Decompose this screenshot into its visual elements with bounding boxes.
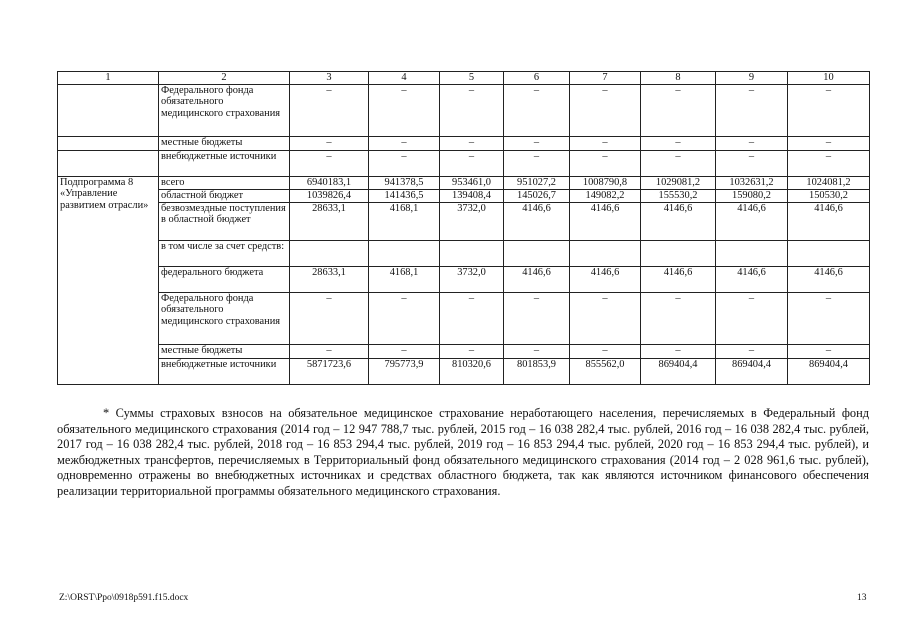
header-cell: 8 bbox=[641, 72, 716, 85]
table-row bbox=[58, 84, 870, 136]
value-cell: – bbox=[641, 344, 716, 358]
value-cell: – bbox=[641, 292, 716, 344]
value-cell: 941378,5 bbox=[369, 176, 440, 189]
value-cell: – bbox=[716, 292, 788, 344]
value-cell: – bbox=[440, 344, 504, 358]
value-cell: 4146,6 bbox=[788, 266, 870, 292]
value-cell: 869404,4 bbox=[641, 358, 716, 384]
value-cell: 6940183,1 bbox=[290, 176, 369, 189]
value-cell: 951027,2 bbox=[504, 176, 570, 189]
source-cell: внебюджетные источники bbox=[159, 150, 290, 176]
header-cell: 1 bbox=[58, 72, 159, 85]
value-cell: 3732,0 bbox=[440, 202, 504, 240]
value-cell: – bbox=[369, 292, 440, 344]
value-cell: 953461,0 bbox=[440, 176, 504, 189]
value-cell: – bbox=[369, 136, 440, 150]
value-cell: 4146,6 bbox=[788, 202, 870, 240]
footnote-text: * Суммы страховых взносов на обязательное медицинское страхование неработающего населения, перечисляемых в Федеральный фонд обязательного медицинского страхования (2014 год – 12 947 788,7 тыс. рублей, 2015 год – 16 038 282,4 тыс. рублей, 2016 год – 16 038 282,4 тыс. рублей, 2017 год – 16 038 282,4 тыс. рублей, 2018 год – 16 853 294,4 тыс. рублей, 2019 год – 16 853 294,4 тыс. рублей, 2020 год – 16 853 294,4 тыс. рублей), и межбюджетных трансфертов, перечисляемых в Территориальный фонд обязательного медицинского страхования (2014 год – 2 028 961,6 тыс. рублей), одновременно отражены во внебюджетных источниках и средствах областного бюджета, так как являются источником финансового обеспечения реализации территориальной программы обязательного медицинского страхования. bbox=[57, 406, 869, 498]
value-cell: – bbox=[504, 344, 570, 358]
source-cell: всего bbox=[159, 176, 290, 189]
value-cell: – bbox=[440, 150, 504, 176]
value-cell bbox=[570, 240, 641, 266]
table-row bbox=[58, 136, 870, 150]
value-cell: – bbox=[570, 84, 641, 136]
value-cell: – bbox=[716, 150, 788, 176]
header-cell: 10 bbox=[788, 72, 870, 85]
table-row bbox=[58, 292, 870, 344]
value-cell: 4146,6 bbox=[716, 266, 788, 292]
value-cell: 145026,7 bbox=[504, 189, 570, 202]
value-cell: – bbox=[788, 344, 870, 358]
value-cell: 1024081,2 bbox=[788, 176, 870, 189]
value-cell: 5871723,6 bbox=[290, 358, 369, 384]
value-cell: 3732,0 bbox=[440, 266, 504, 292]
value-cell bbox=[440, 240, 504, 266]
source-cell: Федерального фонда обязательного медицинского страхования bbox=[159, 292, 290, 344]
value-cell bbox=[369, 240, 440, 266]
table-row bbox=[58, 150, 870, 176]
value-cell: – bbox=[440, 292, 504, 344]
header-cell: 4 bbox=[369, 72, 440, 85]
value-cell: – bbox=[369, 344, 440, 358]
value-cell: 1008790,8 bbox=[570, 176, 641, 189]
source-cell: местные бюджеты bbox=[159, 344, 290, 358]
file-path-footer: Z:\ORST\Ppo\0918p591.f15.docx bbox=[59, 593, 189, 603]
value-cell: 141436,5 bbox=[369, 189, 440, 202]
value-cell: 159080,2 bbox=[716, 189, 788, 202]
value-cell: 795773,9 bbox=[369, 358, 440, 384]
value-cell: – bbox=[716, 136, 788, 150]
value-cell: – bbox=[440, 136, 504, 150]
value-cell: – bbox=[788, 150, 870, 176]
value-cell: 4146,6 bbox=[716, 202, 788, 240]
value-cell: – bbox=[504, 292, 570, 344]
value-cell bbox=[641, 240, 716, 266]
value-cell: – bbox=[290, 292, 369, 344]
value-cell: 28633,1 bbox=[290, 202, 369, 240]
program-cell bbox=[58, 84, 159, 136]
value-cell: – bbox=[290, 84, 369, 136]
table-row bbox=[58, 344, 870, 358]
page-number: 13 bbox=[857, 593, 867, 603]
value-cell: – bbox=[440, 84, 504, 136]
value-cell bbox=[788, 240, 870, 266]
value-cell: – bbox=[290, 136, 369, 150]
value-cell: – bbox=[504, 84, 570, 136]
value-cell: – bbox=[788, 136, 870, 150]
program-cell bbox=[58, 136, 159, 150]
value-cell: 1029081,2 bbox=[641, 176, 716, 189]
source-cell: местные бюджеты bbox=[159, 136, 290, 150]
value-cell: – bbox=[788, 292, 870, 344]
value-cell: 855562,0 bbox=[570, 358, 641, 384]
value-cell bbox=[290, 240, 369, 266]
header-cell: 3 bbox=[290, 72, 369, 85]
value-cell bbox=[504, 240, 570, 266]
table-row bbox=[58, 266, 870, 292]
value-cell: – bbox=[570, 150, 641, 176]
value-cell: – bbox=[369, 84, 440, 136]
value-cell: 139408,4 bbox=[440, 189, 504, 202]
subprogram-title-cell: Подпрограмма 8 «Управление развитием отрасли» bbox=[58, 176, 159, 384]
value-cell: 869404,4 bbox=[716, 358, 788, 384]
value-cell: 869404,4 bbox=[788, 358, 870, 384]
value-cell: 4168,1 bbox=[369, 202, 440, 240]
header-cell: 7 bbox=[570, 72, 641, 85]
value-cell: 4146,6 bbox=[570, 266, 641, 292]
value-cell: 149082,2 bbox=[570, 189, 641, 202]
budget-table bbox=[57, 71, 870, 385]
value-cell: 4146,6 bbox=[504, 202, 570, 240]
value-cell: – bbox=[290, 344, 369, 358]
value-cell: – bbox=[504, 150, 570, 176]
value-cell: – bbox=[716, 344, 788, 358]
value-cell: 1032631,2 bbox=[716, 176, 788, 189]
value-cell: – bbox=[570, 344, 641, 358]
source-cell: Федерального фонда обязательного медицинского страхования bbox=[159, 84, 290, 136]
value-cell: – bbox=[641, 84, 716, 136]
table-row bbox=[58, 240, 870, 266]
value-cell: – bbox=[504, 136, 570, 150]
value-cell: – bbox=[570, 292, 641, 344]
table-header-row bbox=[58, 72, 870, 85]
value-cell: 4146,6 bbox=[570, 202, 641, 240]
value-cell: 810320,6 bbox=[440, 358, 504, 384]
value-cell: 1039826,4 bbox=[290, 189, 369, 202]
value-cell: – bbox=[570, 136, 641, 150]
value-cell: – bbox=[641, 136, 716, 150]
source-cell: безвозмездные поступления в областной бюджет bbox=[159, 202, 290, 240]
header-cell: 9 bbox=[716, 72, 788, 85]
value-cell: 4168,1 bbox=[369, 266, 440, 292]
value-cell: – bbox=[641, 150, 716, 176]
table-row bbox=[58, 202, 870, 240]
header-cell: 6 bbox=[504, 72, 570, 85]
table-row bbox=[58, 189, 870, 202]
value-cell: – bbox=[290, 150, 369, 176]
source-cell: областной бюджет bbox=[159, 189, 290, 202]
table-row bbox=[58, 358, 870, 384]
value-cell: 150530,2 bbox=[788, 189, 870, 202]
value-cell: 155530,2 bbox=[641, 189, 716, 202]
value-cell: – bbox=[369, 150, 440, 176]
source-cell: федерального бюджета bbox=[159, 266, 290, 292]
header-cell: 2 bbox=[159, 72, 290, 85]
value-cell: 4146,6 bbox=[504, 266, 570, 292]
value-cell: 4146,6 bbox=[641, 266, 716, 292]
value-cell: 28633,1 bbox=[290, 266, 369, 292]
source-cell: в том числе за счет средств: bbox=[159, 240, 290, 266]
table-row bbox=[58, 176, 870, 189]
value-cell: 801853,9 bbox=[504, 358, 570, 384]
value-cell bbox=[716, 240, 788, 266]
value-cell: – bbox=[788, 84, 870, 136]
value-cell: 4146,6 bbox=[641, 202, 716, 240]
header-cell: 5 bbox=[440, 72, 504, 85]
program-cell bbox=[58, 150, 159, 176]
value-cell: – bbox=[716, 84, 788, 136]
source-cell: внебюджетные источники bbox=[159, 358, 290, 384]
